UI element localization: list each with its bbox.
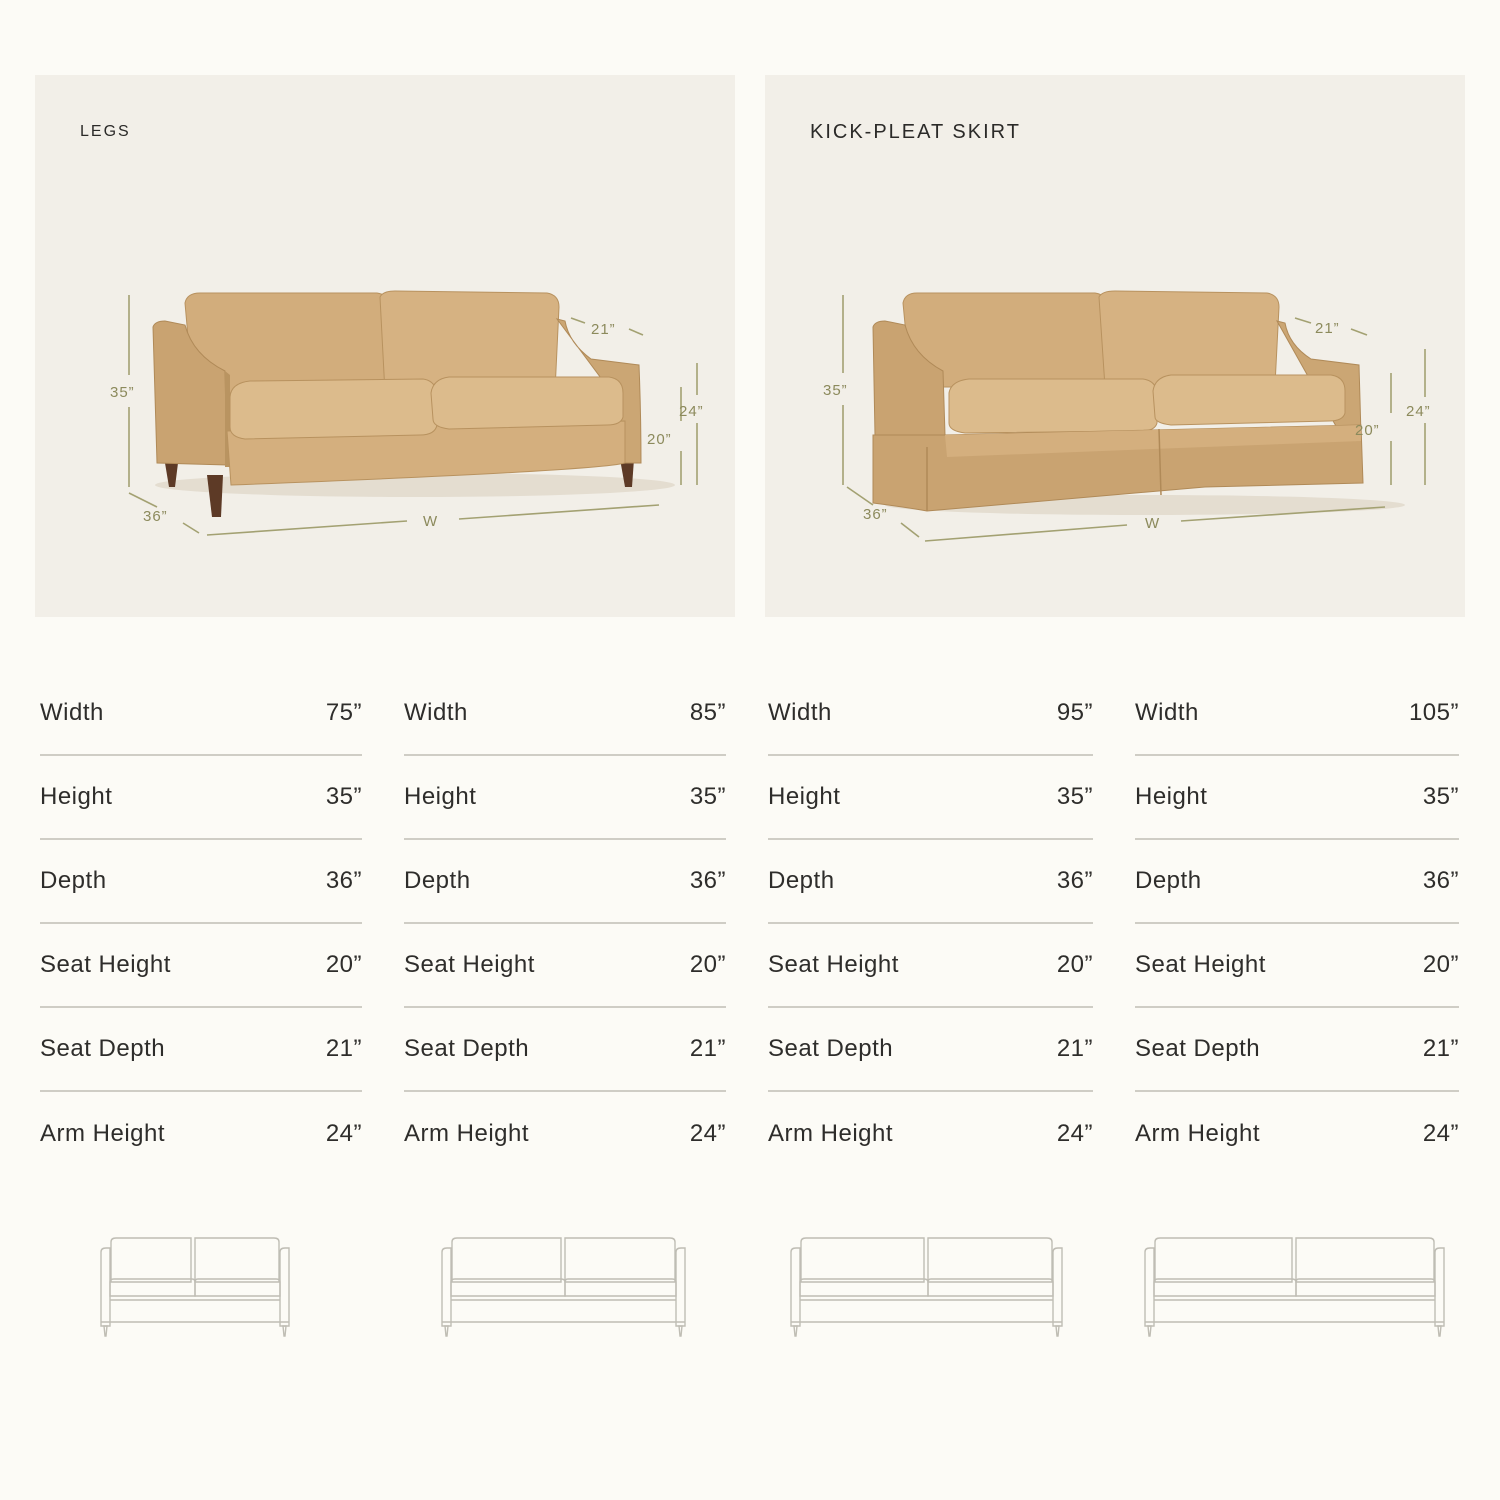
spec-label: Width [404,699,468,726]
spec-value: 24” [689,1120,726,1147]
spec-label: Seat Height [404,951,535,978]
spec-row [768,1008,1093,1092]
legs-width-dimension: W [423,513,439,530]
spec-value: 21” [689,1035,726,1062]
spec-label: Arm Height [1135,1120,1261,1147]
spec-label: Height [1135,783,1208,810]
spec-label: Depth [768,867,835,894]
skirt-height-dimension: 35” [823,382,848,399]
spec-table-95 [768,672,1093,1176]
spec-row [404,1092,726,1176]
legs-option-panel [35,75,735,617]
spec-value: 75” [325,699,362,726]
spec-value: 24” [325,1120,362,1147]
spec-label: Width [40,699,104,726]
spec-row [404,924,726,1008]
spec-label: Width [1135,699,1199,726]
spec-row [768,924,1093,1008]
spec-label: Seat Height [768,951,899,978]
spec-label: Height [768,783,841,810]
legs-height-dimension: 35” [110,384,135,401]
spec-label: Depth [1135,867,1202,894]
spec-value: 20” [689,951,726,978]
spec-value: 20” [1422,951,1459,978]
spec-label: Arm Height [404,1120,530,1147]
spec-label: Width [768,699,832,726]
skirt-width-dimension: W [1145,515,1161,532]
spec-label: Seat Depth [768,1035,894,1062]
sofa-outline-85-icon [439,1232,689,1340]
spec-row [40,756,362,840]
spec-label: Arm Height [768,1120,894,1147]
skirt-option-panel [765,75,1465,617]
spec-label: Depth [40,867,107,894]
spec-row [40,672,362,756]
spec-value: 21” [325,1035,362,1062]
sofa-outline-75-icon [98,1232,292,1340]
spec-table-75 [40,672,362,1176]
skirt-panel-label: KICK-PLEAT SKIRT [810,121,1021,143]
spec-label: Seat Height [1135,951,1266,978]
spec-label: Seat Depth [1135,1035,1261,1062]
spec-label: Seat Depth [404,1035,530,1062]
skirt-seat-depth-dimension: 21” [1315,320,1340,337]
spec-label: Arm Height [40,1120,166,1147]
spec-row [768,840,1093,924]
spec-value: 35” [1056,783,1093,810]
spec-table-105 [1135,672,1459,1176]
spec-value: 21” [1422,1035,1459,1062]
spec-table-85 [404,672,726,1176]
spec-value: 24” [1056,1120,1093,1147]
sofa-outline-105-icon [1142,1232,1448,1340]
skirt-sofa-illustration [765,75,1465,617]
legs-arm-height-dimension: 24” [679,403,704,420]
spec-row [1135,840,1459,924]
legs-depth-dimension: 36” [143,508,168,525]
spec-row [404,756,726,840]
spec-value: 24” [1422,1120,1459,1147]
spec-value: 21” [1056,1035,1093,1062]
spec-row [404,840,726,924]
legs-sofa-illustration [35,75,735,617]
legs-seat-height-dimension: 20” [647,431,672,448]
spec-label: Height [404,783,477,810]
spec-value: 36” [1422,867,1459,894]
spec-row [40,1008,362,1092]
spec-value: 35” [325,783,362,810]
spec-row [40,840,362,924]
spec-row [1135,756,1459,840]
spec-value: 85” [689,699,726,726]
spec-value: 35” [1422,783,1459,810]
spec-value: 105” [1408,699,1459,726]
spec-value: 36” [689,867,726,894]
spec-label: Height [40,783,113,810]
spec-row [1135,924,1459,1008]
legs-panel-label: LEGS [80,123,131,140]
spec-row [1135,1092,1459,1176]
sofa-outline-95-icon [788,1232,1066,1340]
skirt-arm-height-dimension: 24” [1406,403,1431,420]
spec-row [40,1092,362,1176]
spec-value: 36” [325,867,362,894]
spec-row [768,756,1093,840]
skirt-depth-dimension: 36” [863,506,888,523]
skirt-seat-height-dimension: 20” [1355,422,1380,439]
spec-label: Seat Depth [40,1035,166,1062]
legs-seat-depth-dimension: 21” [591,321,616,338]
spec-label: Seat Height [40,951,171,978]
spec-value: 35” [689,783,726,810]
spec-row [1135,1008,1459,1092]
spec-value: 20” [325,951,362,978]
spec-value: 95” [1056,699,1093,726]
spec-row [40,924,362,1008]
spec-label: Depth [404,867,471,894]
spec-row [1135,672,1459,756]
spec-row [404,1008,726,1092]
spec-row [768,1092,1093,1176]
spec-row [404,672,726,756]
spec-value: 36” [1056,867,1093,894]
spec-row [768,672,1093,756]
spec-value: 20” [1056,951,1093,978]
